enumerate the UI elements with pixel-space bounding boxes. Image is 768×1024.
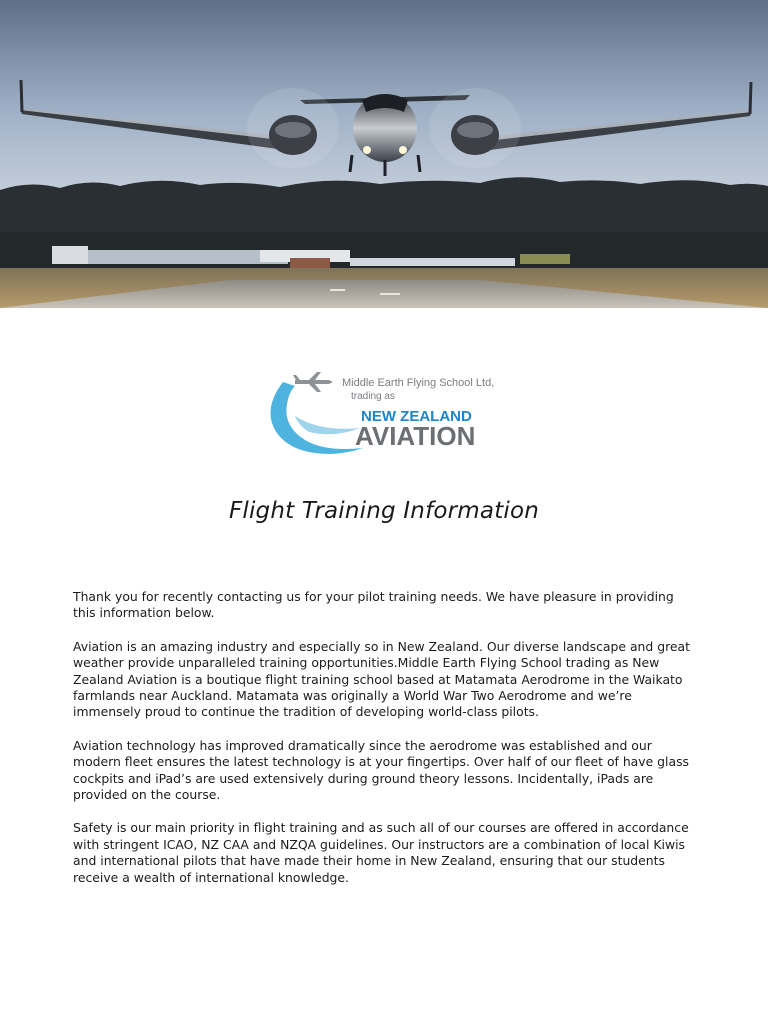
company-logo [265, 368, 505, 463]
plane-icon [293, 372, 333, 392]
paragraph-safety: Safety is our main priority in flight training and as such all of our courses are offered in accordance with stringent ICAO, NZ CAA and NZQA guidelines. Our instructors are a combination of local Kiwis and international pilots that have made their home in New Zealand, ensuring that our students receive a wealth of international knowledge. [73, 820, 689, 885]
hangar [52, 246, 88, 264]
logo-line-2: trading as [351, 391, 395, 402]
logo-line-1: Middle Earth Flying School Ltd, [342, 377, 495, 389]
page-title: Flight Training Information [228, 498, 540, 524]
swoosh [271, 382, 364, 454]
paragraph-industry: Aviation is an amazing industry and especially so in New Zealand. Our diverse landscape and great weather provide unparalleled training opportunities.Middle Earth Flying School trading as New Zealand Aviation is a boutique flight training school based at Matamata Aerodrome in the Waikato farmlands near Auckland. Matamata was originally a World War Two Aerodrome and we’re immensely proud to continue the tradition of developing world-class pilots. [73, 638, 690, 720]
logo-graphic [265, 368, 505, 463]
aircraft-photo [0, 0, 768, 308]
body-text [73, 589, 695, 903]
logo-brand-bottom: AVIATION [355, 421, 476, 451]
hero-image [0, 0, 768, 308]
paragraph-intro: Thank you for recently contacting us for your pilot training needs. We have pleasure in providing this information below. [73, 589, 674, 621]
logo-brand-top: NEW ZEALAND [361, 408, 472, 425]
paragraph-technology: Aviation technology has improved dramatically since the aerodrome was established and our modern fleet ensures the latest technology is at your fingertips. Over half of our fleet of have glass cockpits and iPad’s are used extensively during ground theory lessons. Incidentally, iPads are provided on the course. [73, 737, 689, 803]
